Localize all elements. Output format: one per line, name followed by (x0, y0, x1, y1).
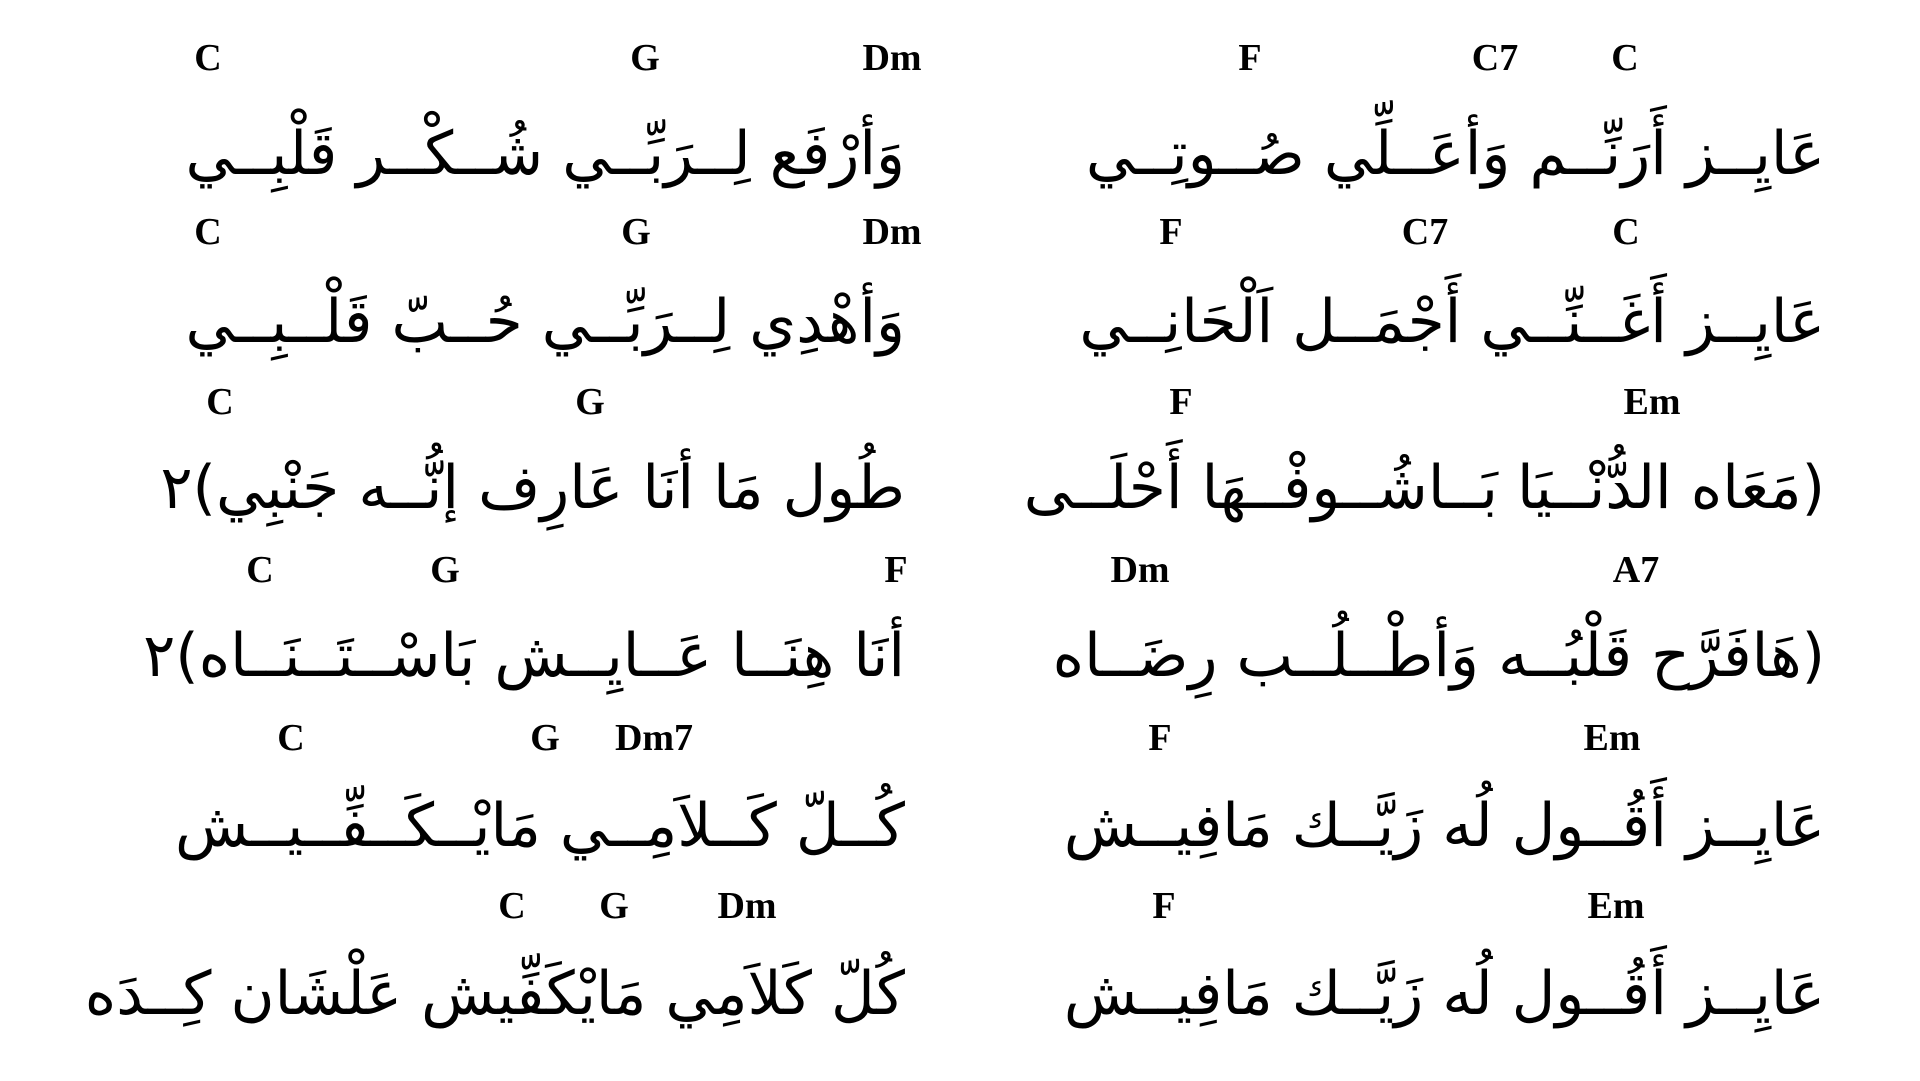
chord: Dm (1110, 549, 1170, 591)
chord: C7 (1471, 37, 1519, 79)
chord: G (430, 549, 460, 591)
chord: C (277, 717, 305, 759)
chord: G (630, 37, 660, 79)
chord: G (599, 885, 629, 927)
chord: C (206, 381, 234, 423)
lyric-line: وَأرْفَع لِــرَبِّــي شُــكْــر قَلْبِــي (185, 119, 905, 189)
lyric-line: عَايِــز أَغَــنِّــي أَجْمَــل اَلْحَانِــي (1079, 287, 1825, 357)
chord: G (621, 211, 651, 253)
chord: Em (1623, 381, 1681, 423)
chord: C (246, 549, 274, 591)
chord: A7 (1612, 549, 1660, 591)
lyric-line: وَأهْدِي لِــرَبِّــي حُــبّ قَلْــبِــي (185, 287, 905, 357)
chord: C7 (1401, 211, 1449, 253)
lyric-line: طُول مَا أنَا عَارِف إنُّــه جَنْبِي)٢ (160, 453, 905, 523)
chord: F (1148, 717, 1172, 759)
chord: G (575, 381, 605, 423)
chord: Dm (862, 37, 922, 79)
chord: Em (1587, 885, 1645, 927)
lyric-line: كُلّ كَلاَمِي مَايْكَفِّيش عَلْشَان كِــدَه (84, 959, 905, 1029)
lyric-line: كُــلّ كَــلاَمِــي مَايْــكَــفِّــيــش (175, 791, 905, 861)
chord: F (1169, 381, 1193, 423)
lyric-line: عَايِــز أَقُــول لُه زَيَّــك مَافِيــش (1063, 959, 1825, 1029)
lyric-line: (هَافَرَّح قَلْبُــه وَأطْــلُــب رِضَــاه (1052, 621, 1825, 691)
chord: F (1152, 885, 1176, 927)
chord: Dm7 (614, 717, 694, 759)
chord: G (530, 717, 560, 759)
chord: F (1159, 211, 1183, 253)
chord: C (1612, 211, 1640, 253)
lyric-line: عَايِــز أَقُــول لُه زَيَّــك مَافِيــش (1063, 791, 1825, 861)
lyric-line: أنَا هِنَــا عَــايِــش بَاسْــتَــنَــاه)٢ (143, 621, 905, 691)
chord: C (194, 37, 222, 79)
chord: Em (1583, 717, 1641, 759)
lyric-line: (مَعَاه الدُّنْــيَا بَــاشُــوفْــهَا أَحْلَــى (1023, 453, 1825, 523)
lyric-line: عَايِــز أَرَنِّــم وَأعَــلِّي صُــوتِــي (1085, 119, 1825, 189)
chord: Dm (717, 885, 777, 927)
chord: C (194, 211, 222, 253)
chord: F (884, 549, 908, 591)
chord: C (498, 885, 526, 927)
chord: Dm (862, 211, 922, 253)
chord: C (1611, 37, 1639, 79)
chord: F (1238, 37, 1262, 79)
